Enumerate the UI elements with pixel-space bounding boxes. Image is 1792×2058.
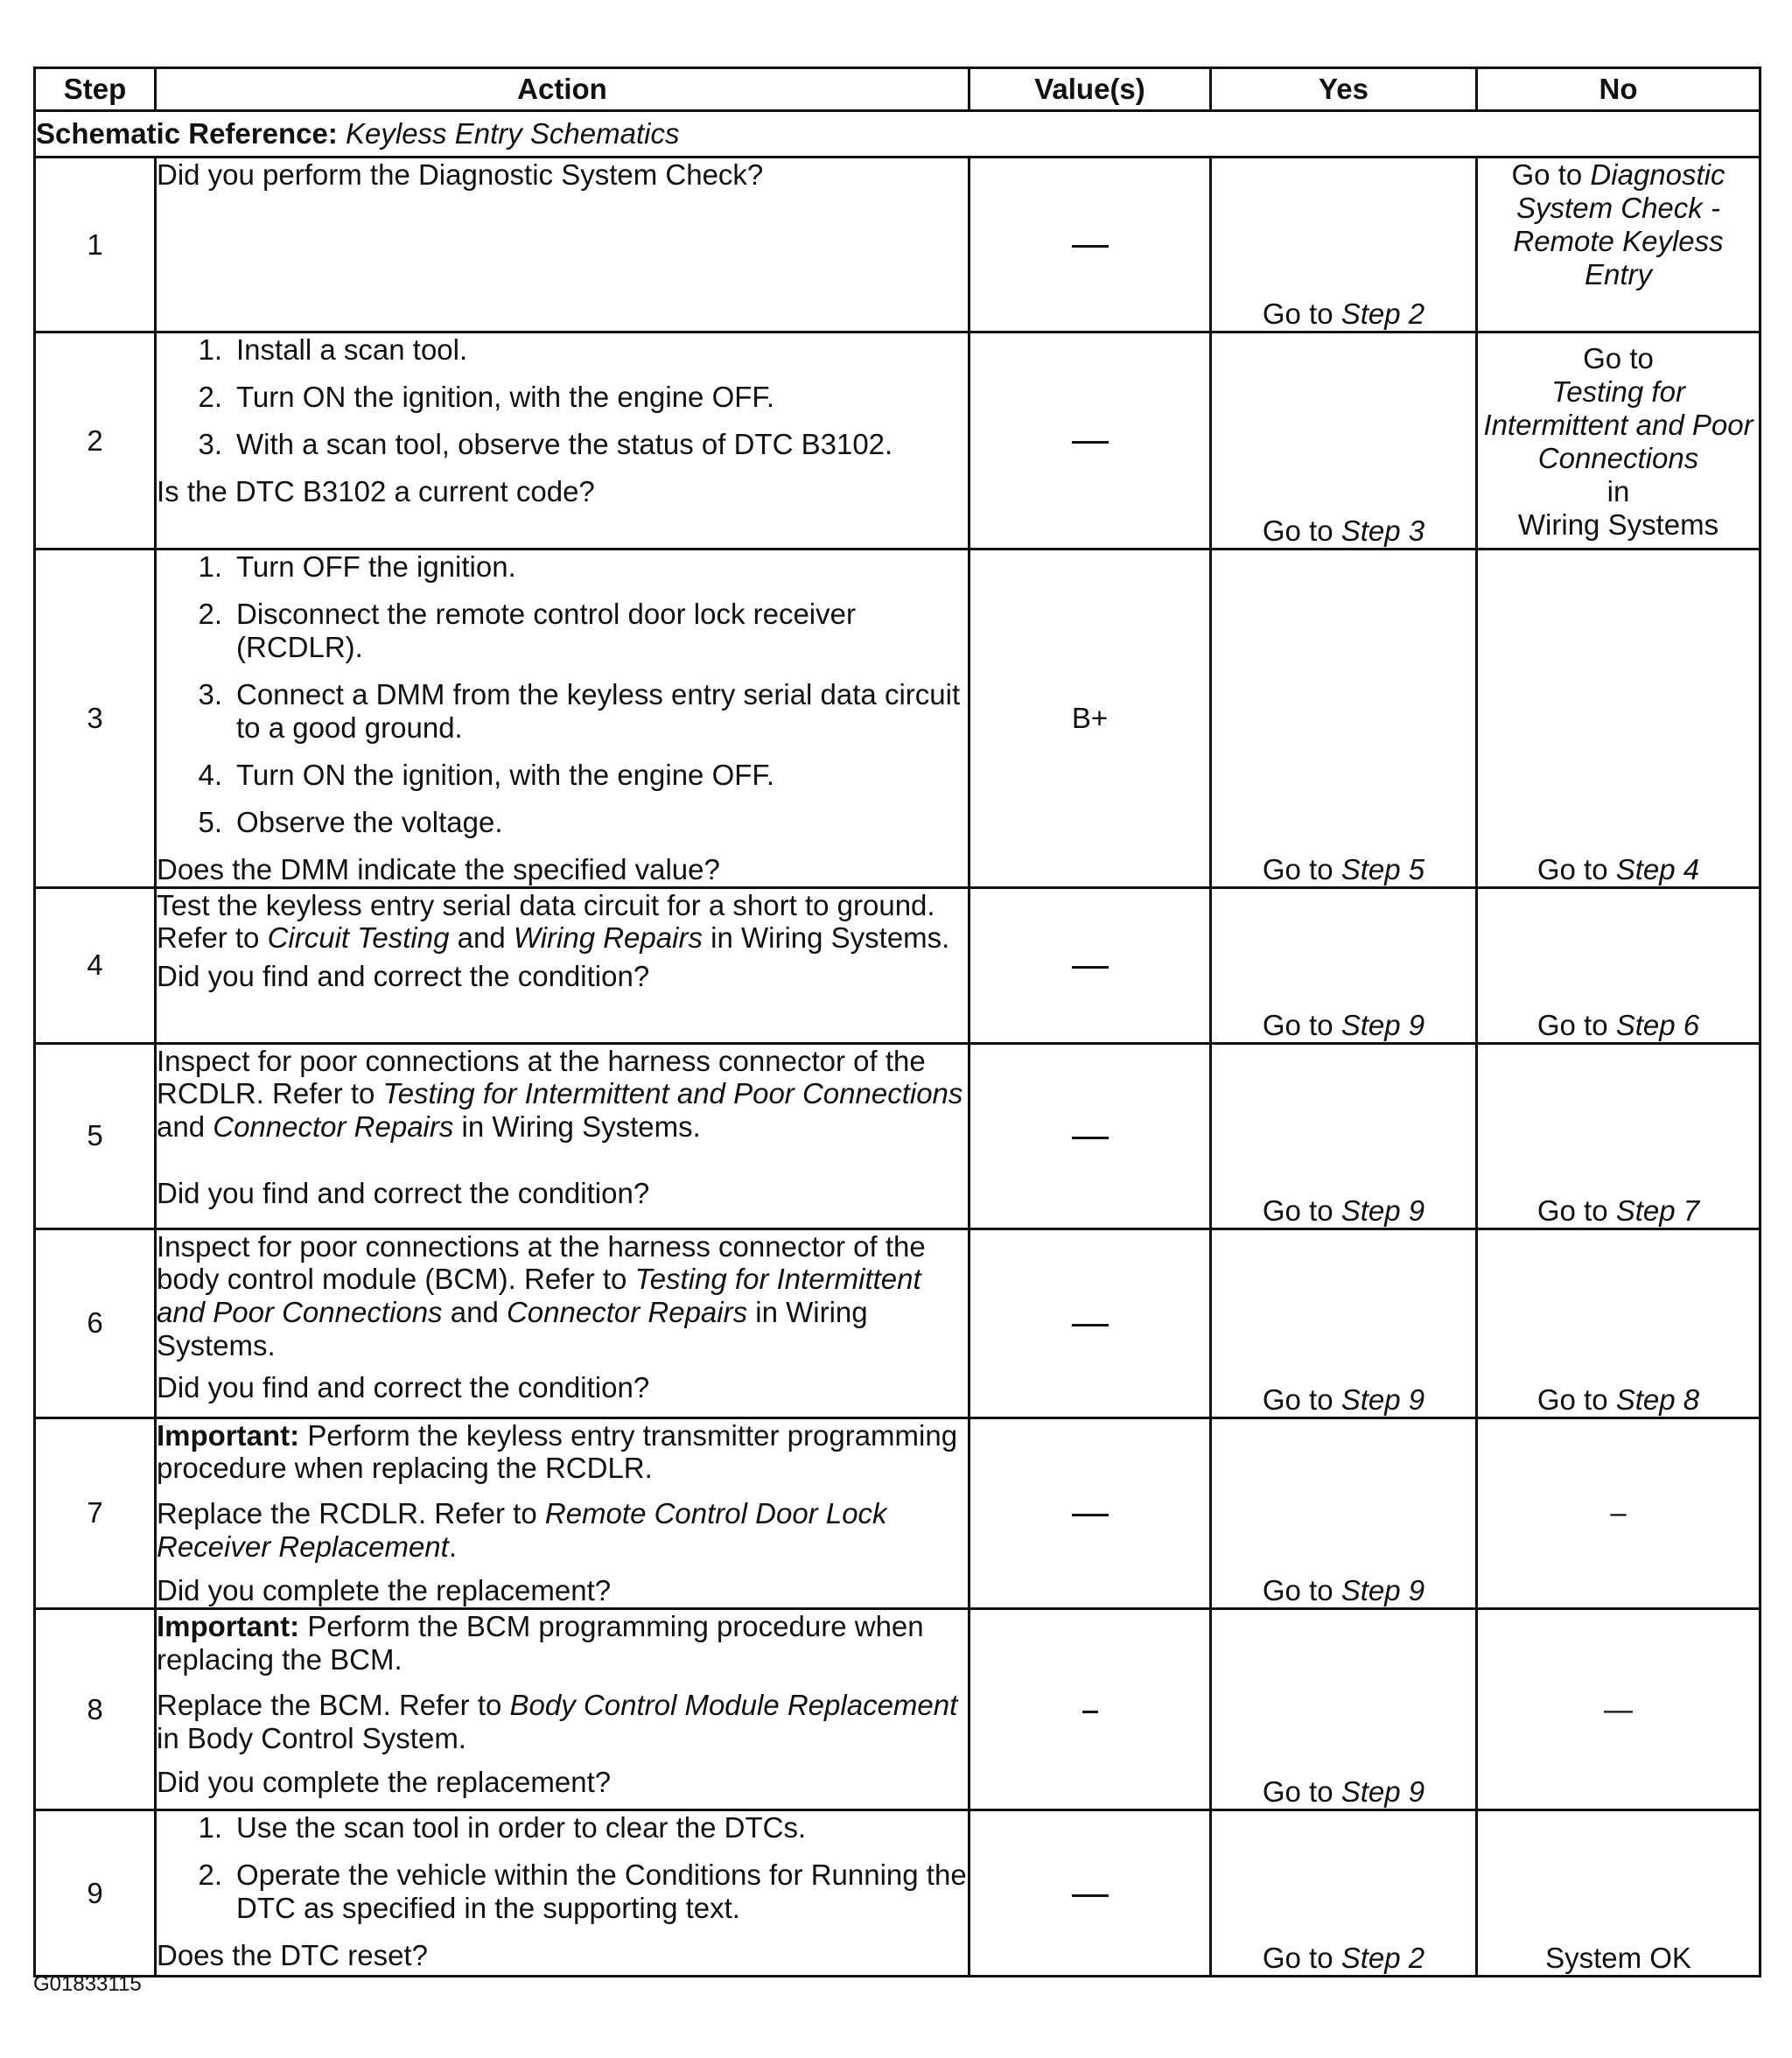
value-cell xyxy=(970,1609,1211,1810)
no-step-link[interactable]: Step 8 xyxy=(1615,1382,1700,1416)
action-list xyxy=(157,333,968,461)
yes-step-link[interactable]: Step 5 xyxy=(1340,852,1425,886)
action-list-item: 3. Connect a DMM from the keyless entry serial data circuit to a good ground. xyxy=(198,677,961,744)
yes-cell xyxy=(1211,1418,1477,1609)
action-question: Did you find and correct the condition? xyxy=(157,1177,650,1210)
no-prefix: Go to xyxy=(1583,342,1654,374)
action-list-item: 4. Turn ON the ignition, with the engine OFF. xyxy=(198,758,775,791)
table-row xyxy=(35,550,1760,888)
yes-step-link[interactable]: Step 2 xyxy=(1340,298,1425,331)
no-value: – xyxy=(1610,1496,1627,1530)
yes-step-link[interactable]: Step 9 xyxy=(1340,1574,1425,1607)
go-to-label: Go to xyxy=(1262,1775,1334,1809)
yes-step-link[interactable]: Step 9 xyxy=(1340,1008,1425,1041)
wiring-repairs-link[interactable]: Wiring Repairs xyxy=(513,921,703,955)
yes-step-link[interactable]: Step 9 xyxy=(1340,1194,1425,1227)
action-list-item: 1. Turn OFF the ignition. xyxy=(198,550,516,583)
dash-mark xyxy=(1072,1324,1109,1326)
testing-intermittent-link[interactable]: Testing for Intermittent and Poor Connections xyxy=(157,1263,921,1329)
action-question: Did you find and correct the condition? xyxy=(157,960,650,993)
step-number: 8 xyxy=(35,1609,156,1810)
value-cell xyxy=(970,1043,1211,1228)
header-no: No xyxy=(1477,68,1760,111)
action-list-item: 3. With a scan tool, observe the status of DTC B3102. xyxy=(198,427,893,460)
action-list-item: 1. Install a scan tool. xyxy=(198,333,468,366)
table-row xyxy=(35,1228,1760,1418)
yes-step-link[interactable]: Step 3 xyxy=(1340,514,1425,548)
value-cell: B+ xyxy=(970,550,1211,888)
reference-label: Schematic Reference: xyxy=(36,117,338,150)
step-number: 7 xyxy=(35,1418,156,1609)
no-step-link[interactable]: Step 6 xyxy=(1615,1008,1700,1041)
action-question: Did you perform the Diagnostic System Check? xyxy=(157,158,764,191)
no-prefix: Go to xyxy=(1511,158,1583,191)
action-text: Test the keyless entry serial data circuit for a short to ground. Refer to Circuit Testing and Wiring Repairs in Wiring Systems. xyxy=(157,888,950,955)
no-step-link[interactable]: Step 7 xyxy=(1615,1194,1700,1227)
action-question: Does the DTC reset? xyxy=(157,1939,428,1971)
circuit-testing-link[interactable]: Circuit Testing xyxy=(267,921,450,955)
dash-mark xyxy=(1072,1514,1109,1516)
step-number: 1 xyxy=(35,158,156,332)
action-cell xyxy=(156,1418,970,1609)
value-cell xyxy=(970,887,1211,1043)
action-list-item: 5. Observe the voltage. xyxy=(198,805,503,838)
yes-cell xyxy=(1211,1228,1477,1418)
diagnostic-table xyxy=(33,66,1761,1978)
action-list-item: 2. Disconnect the remote control door lock receiver (RCDLR). xyxy=(198,597,856,663)
go-to-label: Go to xyxy=(1262,298,1334,331)
value-cell xyxy=(970,1228,1211,1418)
header-row xyxy=(35,68,1760,111)
dash-mark xyxy=(1072,966,1109,969)
dash-mark xyxy=(1072,1894,1109,1897)
action-cell xyxy=(156,1609,970,1810)
step-number: 6 xyxy=(35,1228,156,1418)
yes-cell xyxy=(1211,1043,1477,1228)
action-question: Did you complete the replacement? xyxy=(157,1765,612,1798)
yes-cell xyxy=(1211,550,1477,888)
action-cell xyxy=(156,158,970,332)
header-step: Step xyxy=(35,68,156,111)
testing-intermittent-link[interactable]: Testing for Intermittent and Poor Connections xyxy=(382,1077,963,1110)
no-cell xyxy=(1477,550,1760,888)
action-cell xyxy=(156,550,970,888)
important-note: Important: Perform the keyless entry transmitter programming procedure when replacing the RCDLR. xyxy=(157,1418,958,1485)
schematic-reference-row xyxy=(35,111,1760,158)
no-link[interactable]: Diagnostic System Check - Remote Keyless Entry xyxy=(1513,158,1726,290)
dash-mark xyxy=(1072,1137,1109,1139)
dash-mark xyxy=(1072,441,1109,444)
no-cell xyxy=(1477,1043,1760,1228)
table-row xyxy=(35,1418,1760,1609)
action-list-item: 1. Use the scan tool in order to clear the DTCs. xyxy=(198,1811,807,1844)
header-values: Value(s) xyxy=(970,68,1211,111)
no-in: in xyxy=(1606,474,1630,508)
go-to-label: Go to xyxy=(1262,1194,1334,1227)
no-cell xyxy=(1477,158,1760,332)
no-cell xyxy=(1477,1810,1760,1977)
action-cell xyxy=(156,332,970,550)
action-question: Is the DTC B3102 a current code? xyxy=(157,474,595,508)
value-cell xyxy=(970,332,1211,550)
action-list-item: 2. Turn ON the ignition, with the engine OFF. xyxy=(198,380,775,413)
dash-mark xyxy=(1082,1711,1098,1713)
table-row xyxy=(35,1043,1760,1228)
table-row xyxy=(35,1810,1760,1977)
value-cell xyxy=(970,1418,1211,1609)
important-label: Important: xyxy=(157,1418,300,1452)
schematic-reference xyxy=(35,111,1760,158)
replace-instruction: Replace the BCM. Refer to Body Control Module Replacement in Body Control System. xyxy=(157,1689,958,1754)
step-number: 2 xyxy=(35,332,156,550)
yes-step-link[interactable]: Step 2 xyxy=(1340,1942,1425,1975)
header-yes: Yes xyxy=(1211,68,1477,111)
step-number: 3 xyxy=(35,550,156,888)
table-row xyxy=(35,1609,1760,1810)
yes-step-link[interactable]: Step 9 xyxy=(1340,1775,1425,1809)
no-value: System OK xyxy=(1545,1942,1691,1975)
no-step-link[interactable]: Step 4 xyxy=(1615,852,1700,886)
action-question: Does the DMM indicate the specified value? xyxy=(157,852,720,886)
action-list-item: 2. Operate the vehicle within the Conditions for Running the DTC as specified in the supporting text. xyxy=(198,1858,967,1925)
action-list xyxy=(157,550,968,839)
action-question: Did you find and correct the condition? xyxy=(157,1371,650,1404)
no-cell xyxy=(1477,332,1760,550)
value-cell xyxy=(970,158,1211,332)
go-to-label: Go to xyxy=(1536,852,1608,886)
yes-cell xyxy=(1211,887,1477,1043)
yes-cell xyxy=(1211,1609,1477,1810)
rcdlr-replacement-link[interactable]: Remote Control Door Lock Receiver Replacement xyxy=(157,1497,887,1564)
no-cell xyxy=(1477,1418,1760,1609)
yes-cell xyxy=(1211,332,1477,550)
go-to-label: Go to xyxy=(1536,1382,1608,1416)
no-suffix: Wiring Systems xyxy=(1517,508,1719,541)
step-number: 4 xyxy=(35,887,156,1043)
go-to-label: Go to xyxy=(1262,1008,1334,1041)
reference-link[interactable]: Keyless Entry Schematics xyxy=(346,117,680,150)
table-row xyxy=(35,332,1760,550)
no-link[interactable]: Testing for Intermittent and Poor Connections xyxy=(1483,374,1754,474)
action-cell xyxy=(156,1043,970,1228)
important-note: Important: Perform the BCM programming procedure when replacing the BCM. xyxy=(157,1610,924,1676)
replace-instruction: Replace the RCDLR. Refer to Remote Control Door Lock Receiver Replacement. xyxy=(157,1497,887,1564)
yes-cell xyxy=(1211,1810,1477,1977)
connector-repairs-link[interactable]: Connector Repairs xyxy=(506,1296,748,1329)
yes-step-link[interactable]: Step 9 xyxy=(1340,1382,1425,1416)
value-cell xyxy=(970,1810,1211,1977)
action-list xyxy=(157,1811,968,1925)
go-to-label: Go to xyxy=(1262,852,1334,886)
go-to-label: Go to xyxy=(1262,1382,1334,1416)
no-cell xyxy=(1477,1609,1760,1810)
no-cell xyxy=(1477,887,1760,1043)
action-text: Inspect for poor connections at the harness connector of the body control module (BCM). Refer to Testing for Intermittent and Poor Connections and Connector Repairs in Wiring Systems. xyxy=(157,1229,926,1362)
go-to-label: Go to xyxy=(1536,1194,1608,1227)
header-action: Action xyxy=(156,68,970,111)
action-cell xyxy=(156,887,970,1043)
figure-id: G01833115 xyxy=(33,1972,142,1996)
go-to-label: Go to xyxy=(1262,514,1334,548)
step-number: 5 xyxy=(35,1043,156,1228)
go-to-label: Go to xyxy=(1262,1574,1334,1607)
important-label: Important: xyxy=(157,1610,300,1643)
dash-mark xyxy=(1072,245,1109,248)
no-cell xyxy=(1477,1228,1760,1418)
table-row xyxy=(35,158,1760,332)
action-question: Did you complete the replacement? xyxy=(157,1574,612,1607)
bcm-replacement-link[interactable]: Body Control Module Replacement xyxy=(509,1689,958,1722)
step-number: 9 xyxy=(35,1810,156,1977)
action-cell xyxy=(156,1810,970,1977)
action-cell xyxy=(156,1228,970,1418)
go-to-label: Go to xyxy=(1536,1008,1608,1041)
go-to-label: Go to xyxy=(1262,1942,1334,1975)
action-text: Inspect for poor connections at the harness connector of the RCDLR. Refer to Testing for Intermittent and Poor Connections and Connector Repairs in Wiring Systems. xyxy=(157,1044,963,1144)
yes-cell xyxy=(1211,158,1477,332)
connector-repairs-link[interactable]: Connector Repairs xyxy=(213,1110,454,1144)
no-value: — xyxy=(1604,1692,1633,1726)
table-row xyxy=(35,887,1760,1043)
